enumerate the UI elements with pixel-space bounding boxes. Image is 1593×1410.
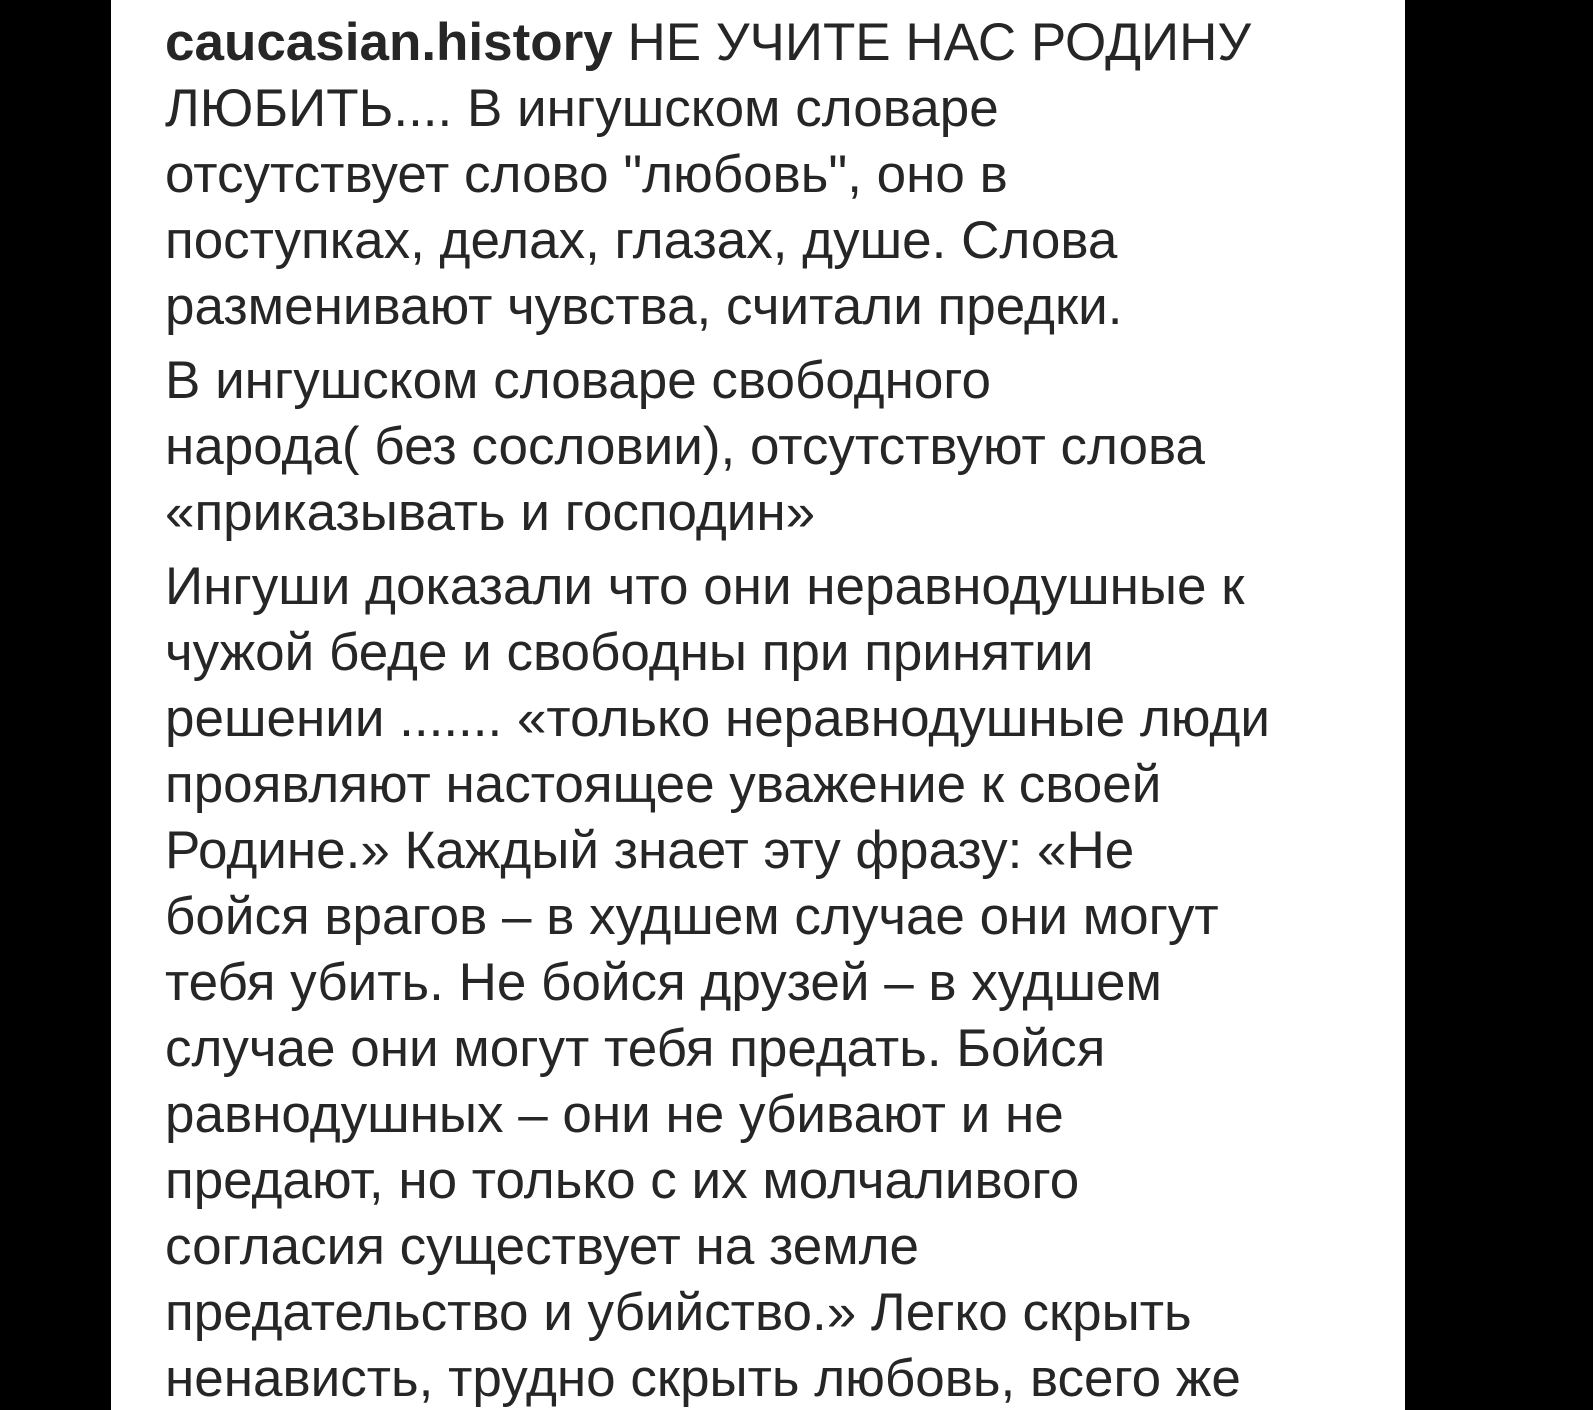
caption-line [165,10,1395,76]
caption-line: ненависть, трудно скрыть любовь, всего же [165,1349,1241,1408]
caption-line: равнодушных – они не убивают и не [165,1085,1064,1144]
caption-line: решении ....... «только неравнодушные люди [165,689,1270,748]
post-caption-panel [111,0,1405,1410]
caption-paragraph-1 [165,10,1395,340]
caption-line: «приказывать и господин» [165,483,816,542]
caption-line: тебя убить. Не бойся друзей – в худшем [165,953,1162,1012]
username-link[interactable]: caucasian.history [165,13,613,72]
caption-line: разменивают чувства, считали предки. [165,277,1123,336]
caption-paragraph-2 [165,348,1395,546]
caption-line: предательство и убийство.» Легко скрыть [165,1283,1192,1342]
caption-line: Родине.» Каждый знает эту фразу: «Не [165,821,1135,880]
caption-line-text: НЕ УЧИТЕ НАС РОДИНУ [627,13,1252,72]
caption-line: согласия существует на земле [165,1217,920,1276]
caption-line: поступках, делах, глазах, душе. Слова [165,211,1118,270]
post-caption [165,10,1395,1410]
caption-line: отсутствует слово "любовь", оно в [165,145,1008,204]
caption-line: ЛЮБИТЬ.... В ингушском словаре [165,79,999,138]
caption-line: В ингушском словаре свободного [165,351,991,410]
caption-line: случае они могут тебя предать. Бойся [165,1019,1106,1078]
caption-line: проявляют настоящее уважение к своей [165,755,1162,814]
caption-line: предают, но только с их молчаливого [165,1151,1080,1210]
caption-line: Ингуши доказали что они неравнодушные к [165,557,1245,616]
caption-line: чужой беде и свободны при принятии [165,623,1094,682]
caption-paragraph-3 [165,554,1395,1410]
caption-line: бойся врагов – в худшем случае они могут [165,887,1219,946]
caption-line: народа( без сословии), отсутствуют слова [165,417,1205,476]
